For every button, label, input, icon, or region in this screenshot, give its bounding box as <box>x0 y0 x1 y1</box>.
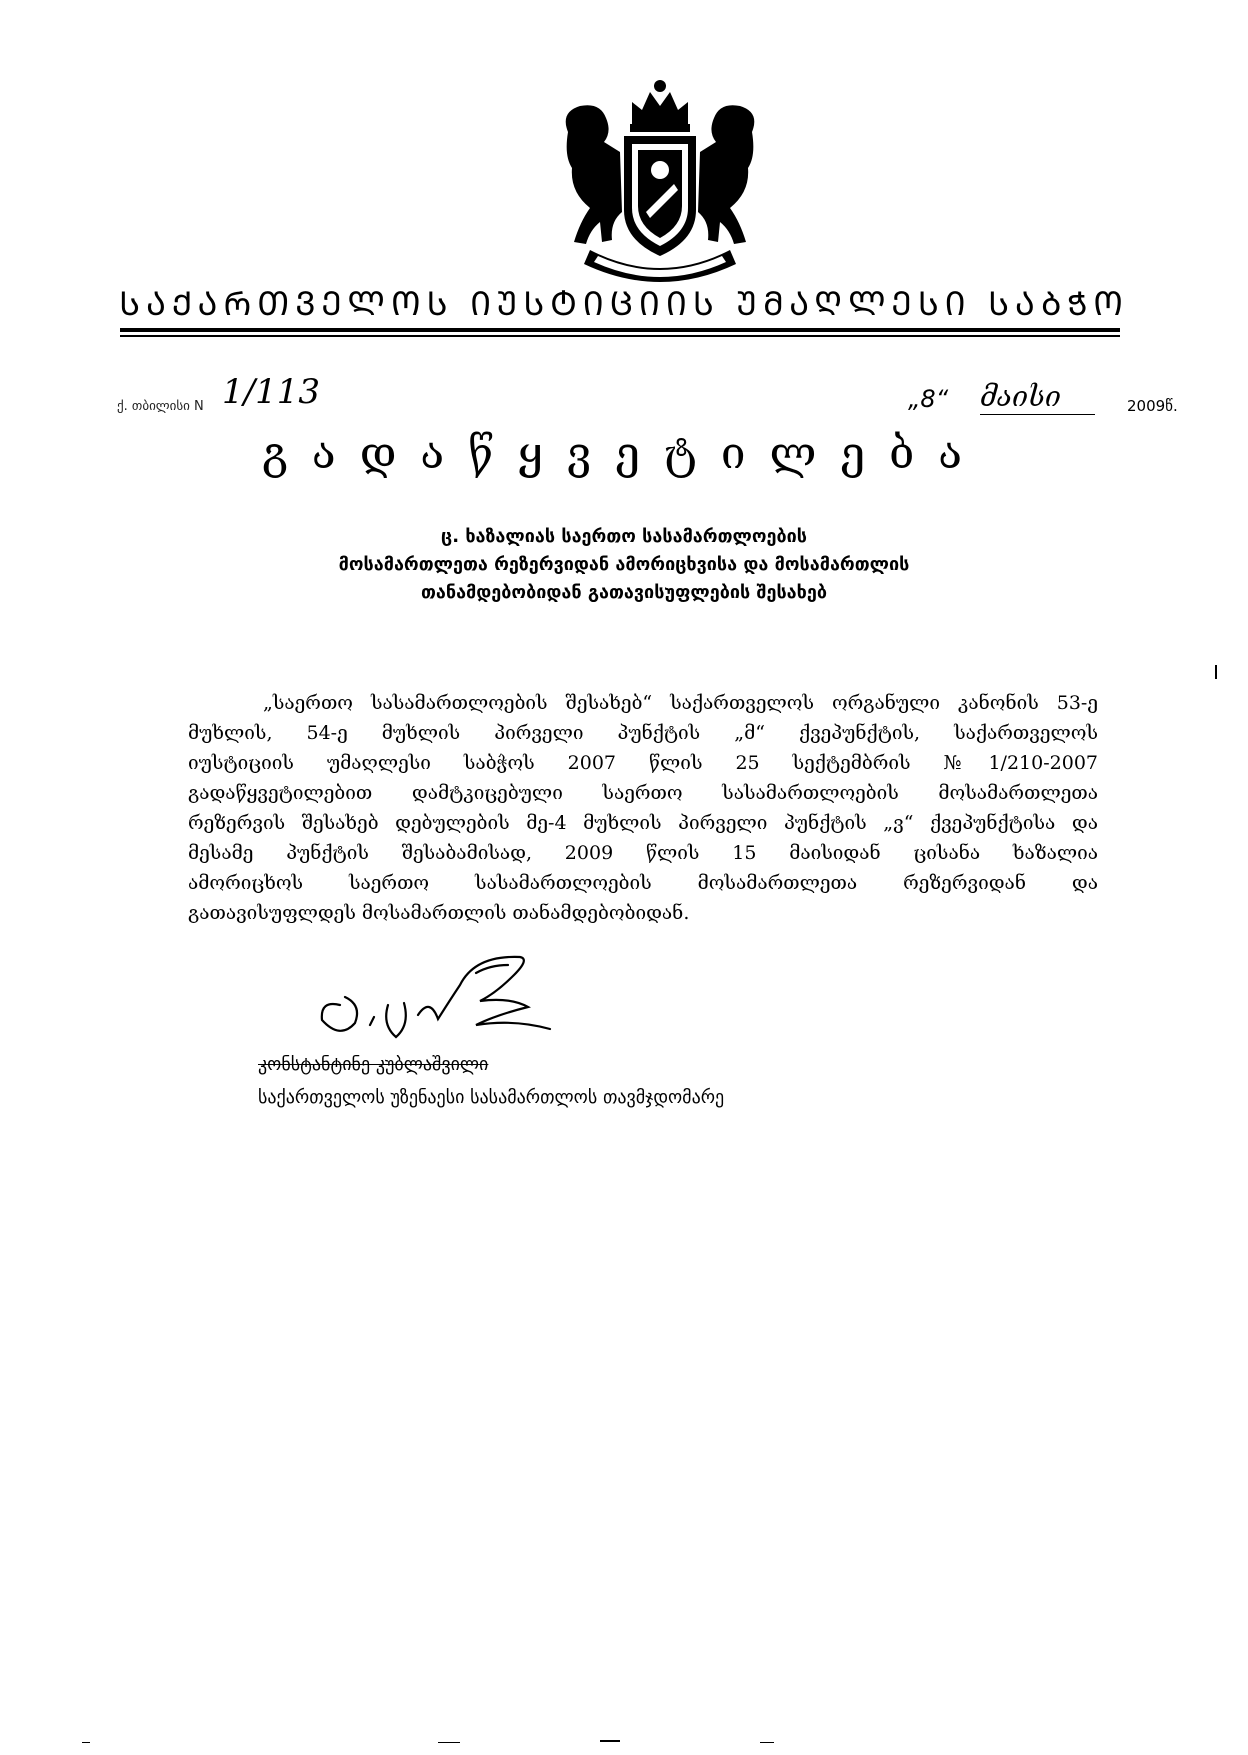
date-underline <box>980 414 1095 415</box>
date-month: მაისი <box>980 380 1061 413</box>
coat-of-arms-emblem <box>550 72 770 282</box>
body-line: გათავისუფლდეს მოსამართლის თანამდებობიდან. <box>188 902 690 924</box>
date-year: 2009წ. <box>1127 397 1178 415</box>
header-rule-thick <box>120 328 1120 332</box>
signer-title: საქართველოს უზენაესი სასამართლოს თავმჯდომარე <box>258 1087 725 1108</box>
header-rule-thin <box>120 335 1120 337</box>
council-name: ᲡᲐᲥᲐᲠᲗᲕᲔᲚᲝᲡ ᲘᲣᲡᲢᲘᲪᲘᲘᲡ ᲣᲛᲐᲦᲚᲔᲡᲘ ᲡᲐᲑᲭᲝ <box>119 284 1129 323</box>
document-number: 1/113 <box>222 372 320 412</box>
number-label: ქ. თბილისი N <box>117 399 204 414</box>
body-line: მუხლის, 54-ე მუხლის პირველი პუნქტის „მ“ ქვეპუნქტის, საქართველოს <box>188 722 1098 744</box>
scan-speck <box>760 1742 774 1743</box>
subject-line: თანამდებობიდან გათავისუფლების შესახებ <box>420 581 827 603</box>
handwritten-signature <box>300 945 590 1065</box>
subject-line: ც. ხაზალიას საერთო სასამართლოების <box>441 526 807 547</box>
document-title: გადაწყვეტილება <box>261 428 986 479</box>
document-body <box>188 688 1098 928</box>
scan-speck <box>82 1742 90 1743</box>
body-line: იუსტიციის უმაღლესი საბჭოს 2007 წლის 25 სექტემბრის №1/210-2007 <box>188 752 1098 774</box>
body-line: გადაწყვეტილებით დამტკიცებული საერთო სასამართლოების მოსამართლეთა <box>188 782 1098 804</box>
date-day: „8“ <box>908 385 949 413</box>
document-subject <box>220 523 1028 607</box>
scan-speck <box>438 1742 460 1743</box>
scan-speck <box>1215 665 1217 679</box>
body-line: „საერთო სასამართლოების შესახებ“ საქართველოს ორგანული კანონის 53-ე <box>263 692 1098 714</box>
subject-line: მოსამართლეთა რეზერვიდან ამორიცხვისა და მოსამართლის <box>338 553 910 575</box>
signer-name: კონსტანტინე კუბლაშვილი <box>258 1054 489 1075</box>
scan-speck <box>600 1740 620 1742</box>
body-line: ამორიცხოს საერთო სასამართლოების მოსამართლეთა რეზერვიდან და <box>188 872 1098 894</box>
body-line: მესამე პუნქტის შესაბამისად, 2009 წლის 15 მაისიდან ცისანა ხაზალია <box>188 842 1098 864</box>
body-line: რეზერვის შესახებ დებულების მე-4 მუხლის პირველი პუნქტის „ვ“ ქვეპუნქტისა და <box>188 812 1098 834</box>
